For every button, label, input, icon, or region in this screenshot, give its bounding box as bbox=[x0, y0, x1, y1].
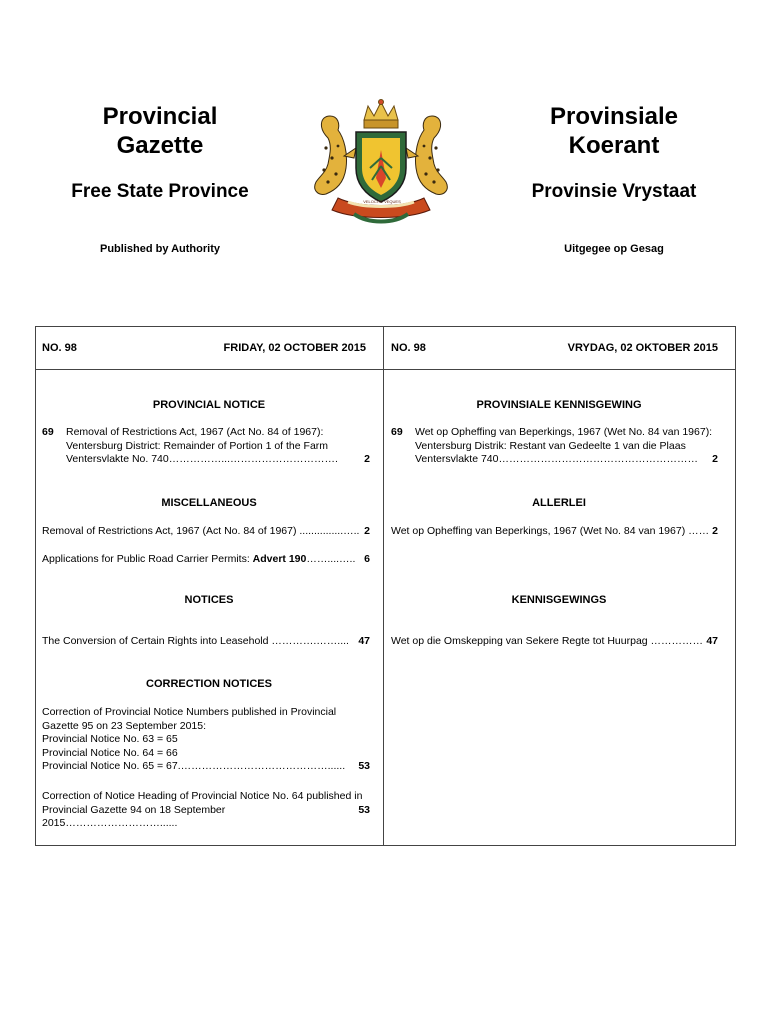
right-notice-entry bbox=[415, 426, 718, 467]
left-authority: Published by Authority bbox=[100, 243, 220, 255]
right-title-line2: Koerant bbox=[568, 132, 660, 159]
right-issue-date: VRYDAG, 02 OKTOBER 2015 bbox=[567, 342, 718, 354]
left-title bbox=[60, 102, 260, 160]
corr1-line4: Provincial Notice No. 64 = 66 bbox=[42, 746, 178, 759]
corr1-line3: Provincial Notice No. 63 = 65 bbox=[42, 733, 178, 745]
right-misc-heading: ALLERLEI bbox=[532, 497, 586, 509]
left-correction-entry-2 bbox=[42, 790, 370, 831]
left-misc2-prefix: Applications for Public Road Carrier Permits: bbox=[42, 553, 253, 565]
right-notice-line2: Ventersburg Distrik: Restant van Gedeelte 1 van die Plaas bbox=[415, 439, 686, 452]
left-title-line1: Provincial bbox=[102, 103, 218, 130]
left-notice-entry bbox=[66, 426, 370, 467]
right-notice-page: 2 bbox=[712, 453, 718, 465]
left-notices1-page: 47 bbox=[358, 635, 370, 647]
right-provincial-notice-heading: PROVINSIALE KENNISGEWING bbox=[476, 399, 642, 411]
right-notice-line3: Ventersvlakte 740………………………………………………… bbox=[415, 453, 698, 465]
right-notice-line1: Wet op Opheffing van Beperkings, 1967 (Wet No. 84 van 1967): bbox=[415, 426, 713, 438]
left-misc-entry-1 bbox=[42, 525, 370, 539]
right-issue-no: NO. 98 bbox=[391, 342, 426, 354]
corr1-line5: Provincial Notice No. 65 = 67.……………………………………...... bbox=[42, 760, 346, 772]
left-misc-heading: MISCELLANEOUS bbox=[161, 497, 257, 509]
right-notices-heading: KENNISGEWINGS bbox=[511, 594, 607, 606]
left-notices-heading: NOTICES bbox=[184, 594, 234, 606]
left-misc2-advert: Advert 190 bbox=[252, 553, 307, 565]
left-misc1-text: Removal of Restrictions Act, 1967 (Act No. 84 of 1967) ...............….. bbox=[42, 525, 360, 537]
right-title bbox=[514, 102, 714, 160]
left-issue-date: FRIDAY, 02 OCTOBER 2015 bbox=[223, 342, 366, 354]
left-notice-page: 2 bbox=[364, 453, 370, 465]
left-notice-line2: Ventersburg District: Remainder of Portion 1 of the Farm bbox=[66, 439, 329, 452]
left-notice-line1: Removal of Restrictions Act, 1967 (Act No. 84 of 1967): bbox=[66, 426, 324, 438]
right-notices-entry-1 bbox=[391, 635, 718, 649]
right-notice-number: 69 bbox=[391, 426, 403, 438]
left-misc1-page: 2 bbox=[364, 525, 370, 537]
corr1-line1: Correction of Provincial Notice Numbers published in Provincial bbox=[42, 706, 337, 718]
left-subtitle: Free State Province bbox=[71, 181, 249, 202]
left-title-line2: Gazette bbox=[116, 132, 204, 159]
right-title-line1: Provinsiale bbox=[549, 103, 679, 130]
corr1-page: 53 bbox=[358, 760, 370, 772]
right-authority: Uitgegee op Gesag bbox=[564, 243, 664, 255]
left-correction-heading: CORRECTION NOTICES bbox=[146, 678, 272, 690]
coat-of-arms-icon bbox=[298, 98, 464, 224]
corr2-line2: Provincial Gazette 94 on 18 September 2015………………………...... bbox=[42, 803, 226, 829]
corr1-line2: Gazette 95 on 23 September 2015: bbox=[42, 719, 207, 732]
left-correction-entry-1 bbox=[42, 706, 370, 774]
right-misc1-page: 2 bbox=[712, 525, 718, 537]
left-misc2-page: 6 bbox=[364, 553, 370, 565]
left-notices1-text: The Conversion of Certain Rights into Leasehold ………….…….... bbox=[42, 635, 349, 647]
left-misc-entry-2 bbox=[42, 553, 370, 567]
left-issue-no: NO. 98 bbox=[42, 342, 77, 354]
right-notices1-text: Wet op die Omskepping van Sekere Regte tot Huurpag …………… bbox=[391, 635, 704, 647]
right-misc1-text: Wet op Opheffing van Beperkings, 1967 (Wet No. 84 van 1967) …… bbox=[391, 525, 710, 537]
right-notices1-page: 47 bbox=[706, 635, 718, 647]
corr2-page: 53 bbox=[358, 803, 370, 816]
header-divider bbox=[35, 369, 735, 370]
left-provincial-notice-heading: PROVINCIAL NOTICE bbox=[152, 399, 266, 411]
corr2-line1: Correction of Notice Heading of Provincial Notice No. 64 published in bbox=[42, 790, 363, 802]
left-notice-number: 69 bbox=[42, 426, 54, 438]
left-notice-line3: Ventersvlakte No. 740……………...…………………………. bbox=[66, 453, 338, 465]
right-misc-entry-1 bbox=[391, 525, 718, 539]
left-misc2-dots: ……....….. bbox=[306, 553, 356, 565]
right-subtitle: Provinsie Vrystaat bbox=[531, 181, 697, 202]
coat-of-arms-motto: VELOCITE VEQUES bbox=[363, 199, 401, 204]
left-notices-entry-1 bbox=[42, 635, 370, 649]
